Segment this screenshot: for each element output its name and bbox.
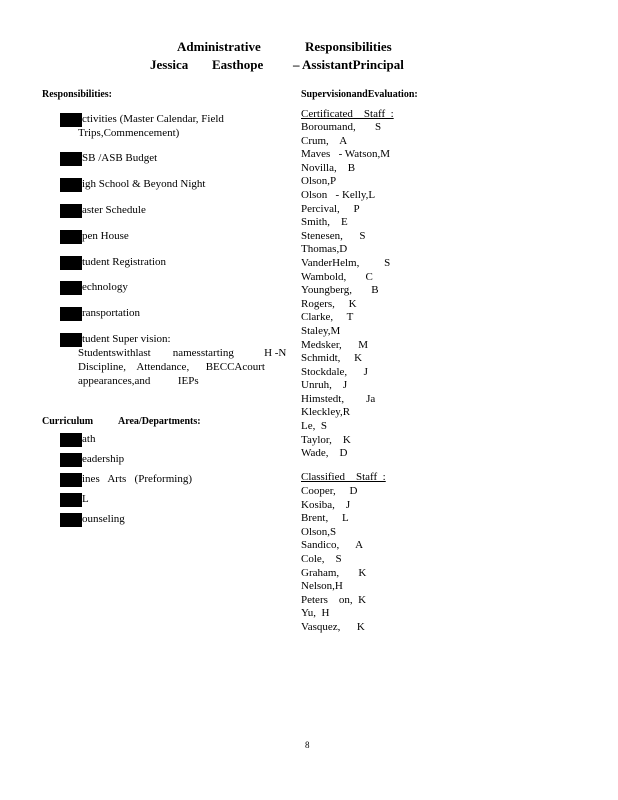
responsibility-item: tudent Super vision: xyxy=(82,333,171,345)
redaction-bar xyxy=(60,152,82,166)
staff-name: Maves - Watson,M xyxy=(301,148,391,161)
staff-name: Olson,S xyxy=(301,525,337,538)
staff-name: Himstedt, Ja xyxy=(301,392,376,405)
staff-name: Vasquez, K xyxy=(301,620,365,633)
curriculum-heading-departments: Area/Departments: xyxy=(118,416,201,427)
staff-name: Sandico, A xyxy=(301,539,364,552)
curriculum-item: eadership xyxy=(82,453,125,465)
certificated-staff-list xyxy=(301,121,390,461)
staff-name: Staley,M xyxy=(301,324,341,337)
staff-name: Rogers, K xyxy=(301,297,357,310)
redaction-bar xyxy=(60,307,82,321)
title-role: – AssistantPrincipal xyxy=(293,57,404,72)
staff-name: Novilla, B xyxy=(301,161,356,174)
supervision-heading: SupervisionandEvaluation: xyxy=(301,89,418,100)
certificated-staff-label xyxy=(301,108,394,120)
redaction-bar xyxy=(60,333,82,347)
staff-name: Crum, A xyxy=(301,134,348,147)
staff-name: Medsker, M xyxy=(301,338,369,351)
responsibility-item: echnology xyxy=(82,281,128,293)
staff-name: Yu, H xyxy=(301,607,330,620)
redaction-bar xyxy=(60,473,82,487)
staff-name: Le, S xyxy=(301,420,327,433)
responsibility-item: pen House xyxy=(82,230,129,242)
staff-name: Unruh, J xyxy=(301,379,348,392)
staff-name: VanderHelm, S xyxy=(301,256,391,269)
staff-name: Wambold, C xyxy=(301,270,373,283)
staff-name: Kosiba, J xyxy=(301,498,351,511)
responsibility-item: tudent Registration xyxy=(82,256,167,268)
staff-name: Cole, S xyxy=(301,552,342,565)
responsibility-item: aster Schedule xyxy=(82,204,146,216)
title-first-name: Jessica xyxy=(150,57,189,72)
staff-name: Kleckley,R xyxy=(301,406,351,419)
title-responsibilities: Responsibilities xyxy=(305,39,392,54)
redaction-bar xyxy=(60,513,82,527)
responsibility-subline: appearances,and IEPs xyxy=(78,375,199,387)
responsibility-item: igh School & Beyond Night xyxy=(82,178,206,190)
curriculum-item: ath xyxy=(82,433,96,445)
staff-name: Peters on, K xyxy=(301,593,367,606)
title-administrative: Administrative xyxy=(177,39,261,54)
responsibility-subline: Discipline, Attendance, BECCAcourt xyxy=(78,361,265,373)
responsibility-item-continuation: Trips,Commencement) xyxy=(78,127,180,139)
classified-staff-label-text: Classified Staff : xyxy=(301,471,386,483)
staff-name: Wade, D xyxy=(301,447,348,460)
responsibilities-heading: Responsibilities: xyxy=(42,89,113,100)
redaction-bar xyxy=(60,493,82,507)
classified-staff-list xyxy=(301,485,366,635)
responsibility-item: ctivities (Master Calendar, Field xyxy=(82,113,224,125)
curriculum-item: ines Arts (Preforming) xyxy=(82,473,192,485)
redaction-bar xyxy=(60,113,82,127)
page-number: 8 xyxy=(305,740,310,750)
curriculum-item: ounseling xyxy=(82,513,125,525)
staff-name: Taylor, K xyxy=(301,433,351,446)
redaction-bar xyxy=(60,230,82,244)
classified-staff-label xyxy=(301,471,386,483)
redaction-bar xyxy=(60,204,82,218)
staff-name: Boroumand, S xyxy=(301,121,382,133)
staff-name: Brent, L xyxy=(301,512,349,525)
staff-name: Smith, E xyxy=(301,216,348,229)
redaction-bar xyxy=(60,178,82,192)
redaction-bar xyxy=(60,433,82,447)
certificated-staff-label-text: Certificated Staff : xyxy=(301,108,394,120)
staff-name: Graham, K xyxy=(301,566,367,579)
staff-name: Olson,P xyxy=(301,175,337,188)
staff-name: Nelson,H xyxy=(301,580,343,593)
title-last-name: Easthope xyxy=(212,57,264,72)
staff-name: Thomas,D xyxy=(301,243,348,256)
curriculum-item: L xyxy=(82,493,89,505)
staff-name: Percival, P xyxy=(301,202,360,215)
redaction-bar xyxy=(60,453,82,467)
curriculum-heading: Curriculum xyxy=(42,416,94,427)
staff-name: Stenesen, S xyxy=(301,229,366,242)
responsibility-item: SB /ASB Budget xyxy=(82,152,158,164)
redaction-bar xyxy=(60,256,82,270)
responsibility-subline: Studentswithlast namesstarting H -N xyxy=(78,347,287,359)
staff-name: Schmidt, K xyxy=(301,352,363,365)
staff-name: Stockdale, J xyxy=(301,365,368,378)
responsibility-item: ransportation xyxy=(82,307,141,319)
redaction-bar xyxy=(60,281,82,295)
staff-name: Youngberg, B xyxy=(301,284,379,297)
staff-name: Clarke, T xyxy=(301,311,354,324)
staff-name: Cooper, D xyxy=(301,485,358,497)
staff-name: Olson - Kelly,L xyxy=(301,188,376,201)
